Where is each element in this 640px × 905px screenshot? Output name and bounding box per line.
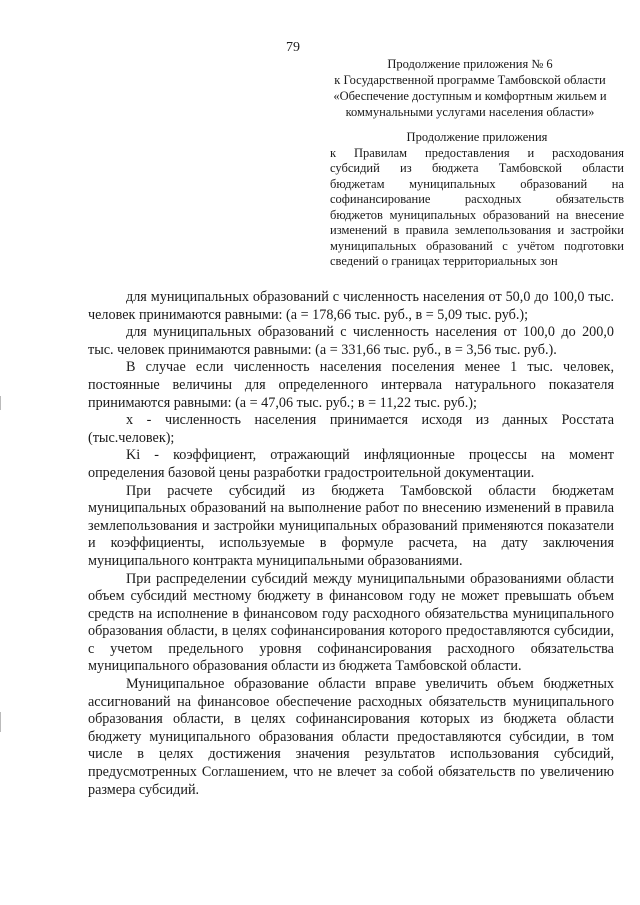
rules-line: муниципальных образований с учётом подготовки xyxy=(330,238,624,253)
appendix-program-ref: к Государственной программе Тамбовской области xyxy=(334,73,606,87)
rules-line: к Правилам предоставления и расходования xyxy=(330,145,624,160)
appendix-program-name-1: «Обеспечение доступным и комфортным жильем и xyxy=(333,89,607,103)
paragraph-ki-definition: Ki - коэффициент, отражающий инфляционные процессы на момент определения базовой цены разработки градостроительной документации. xyxy=(88,447,614,481)
rules-line: бюджетам муниципальных образований на xyxy=(330,176,624,191)
rules-line: изменений в правила землепользования и застройки xyxy=(330,223,624,237)
rules-line: бюджетов муниципальных образований на внесение xyxy=(330,207,624,222)
rules-continuation: Продолжение приложения xyxy=(406,130,548,144)
paragraph-population-100-200: для муниципальных образований с численность населения от 100,0 до 200,0 тыс. человек принимаются равными: (а = 331,66 тыс. руб., в = 3,56 тыс. руб.). xyxy=(88,324,614,358)
rules-line: софинансирование расходных обязательств xyxy=(330,192,624,206)
rules-header xyxy=(330,130,624,270)
paragraph-subsidy-distribution: При распределении субсидий между муниципальными образованиями области объем субсидий местному бюджету в финансовом году не может превышать объем средств на исполнение в финансовом году расходного обязательства муниципального образования области, в целях софинансирования которого предоставляются субсидии, с учетом предельного уровня софинансирования расходного обязательства муниципального образования области из бюджета Тамбовской области. xyxy=(88,570,614,675)
paragraph-x-definition: х - численность населения принимается исходя из данных Росстата (тыс.человек); xyxy=(88,412,614,446)
appendix-title: Продолжение приложения № 6 xyxy=(387,57,553,71)
scan-margin-mark xyxy=(0,396,5,410)
rules-line: сведений о границах территориальных зон xyxy=(330,254,558,268)
paragraph-municipal-right: Муниципальное образование области вправе увеличить объем бюджетных ассигнований на финансовое обеспечение расходных обязательств муниципального образования области, в целях софинансирования которых из бюджета области бюджету муниципального образования области предоставляются субсидии, в том числе в целях достижения значения результатов использования субсидий, предусмотренных Соглашением, что не влечет за собой обязательств по увеличению размера субсидий. xyxy=(88,676,614,798)
page-number: 79 xyxy=(286,40,300,55)
paragraph-small-settlements: В случае если численность населения поселения менее 1 тыс. человек, постоянные величины для определенного интервала натурального показателя принимаются равными: (а = 47,06 тыс. руб.; в = 11,22 тыс. руб.); xyxy=(88,359,614,411)
scan-margin-mark xyxy=(0,712,5,732)
appendix-program-name-2: коммунальными услугами населения области» xyxy=(345,105,595,119)
appendix-header xyxy=(322,56,618,120)
paragraph-subsidy-calculation: При расчете субсидий из бюджета Тамбовской области бюджетам муниципальных образований на выполнение работ по внесению изменений в правила землепользования и застройки муниципальных образований применяются показатели и коэффициенты, используемые в формуле расчета, на дату заключения муниципального контракта муниципальными образованиями. xyxy=(88,482,614,569)
rules-line: субсидий из бюджета Тамбовской области xyxy=(330,161,624,175)
document-body xyxy=(88,289,614,799)
paragraph-population-50-100: для муниципальных образований с численность населения от 50,0 до 100,0 тыс. человек принимаются равными: (а = 178,66 тыс. руб., в = 5,09 тыс. руб.); xyxy=(88,289,614,323)
